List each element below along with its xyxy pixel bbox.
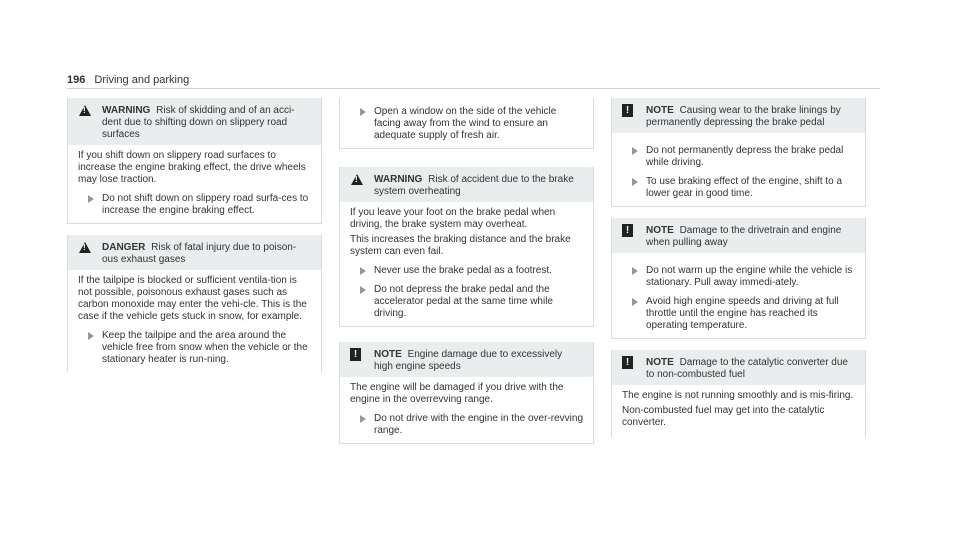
step-arrow-icon: [360, 415, 366, 423]
step-arrow-icon: [632, 147, 638, 155]
signal-word: NOTE: [646, 357, 674, 368]
danger-exhaust-box: [67, 235, 322, 372]
step-text: Do not drive with the engine in the over-revving range.: [374, 413, 584, 436]
step-text: To use braking effect of the engine, shift to a lower gear in good time.: [646, 176, 843, 199]
step-text: Do not shift down on slippery road surfa-ces to increase the engine braking effect.: [102, 193, 309, 216]
column-1: [67, 98, 322, 383]
note-header: [612, 98, 865, 133]
warning-triangle-icon: [79, 242, 91, 253]
note-exclamation-icon: !: [622, 104, 633, 117]
note-headline: Engine damage due to excessively high engine speeds: [374, 349, 563, 372]
warning-headline: Risk of skidding and of an acci-dent due to shifting down on slippery road surfaces: [102, 105, 295, 140]
note-engine-box: [339, 342, 594, 444]
column-3: [611, 98, 866, 448]
signal-word: WARNING: [102, 105, 151, 116]
instruction-step: [78, 193, 311, 217]
instruction-step: [78, 330, 311, 366]
step-text: Do not depress the brake pedal and the accelerator pedal at the same time while driving.: [374, 284, 553, 319]
step-arrow-icon: [632, 298, 638, 306]
note-exclamation-icon: !: [622, 224, 633, 237]
step-arrow-icon: [88, 195, 94, 203]
instruction-step: [350, 106, 583, 142]
warning-body: If you shift down on slippery road surfaces to increase the engine braking effect, the drive wheels may lose traction.: [78, 150, 306, 185]
signal-word: DANGER: [102, 242, 146, 253]
danger-headline: Risk of fatal injury due to poison-ous exhaust gases: [102, 242, 297, 265]
note-exclamation-icon: !: [622, 356, 633, 369]
step-text: Do not permanently depress the brake pedal while driving.: [646, 145, 844, 168]
header-divider: [67, 88, 880, 89]
step-text: Avoid high engine speeds and driving at full throttle until the engine has reached its operating temperature.: [646, 296, 839, 331]
continued-step-box: [339, 98, 594, 149]
step-text: Open a window on the side of the vehicle facing away from the wind to ensure an adequate supply of fresh air.: [374, 106, 557, 141]
warning-triangle-icon: [351, 174, 363, 185]
note-body: Non-combusted fuel may get into the catalytic converter.: [622, 405, 825, 428]
warning-skidding-box: [67, 98, 322, 224]
instruction-step: [622, 145, 855, 169]
danger-header: [68, 235, 321, 270]
note-headline: Damage to the drivetrain and engine when pulling away: [646, 225, 842, 248]
warning-body: This increases the braking distance and the brake system can even fail.: [350, 234, 571, 257]
warning-header: [68, 98, 321, 145]
step-text: Keep the tailpipe and the area around the vehicle free from snow when the vehicle or the stationary heater is run-ning.: [102, 330, 308, 365]
instruction-step: [350, 284, 583, 320]
step-arrow-icon: [360, 108, 366, 116]
note-header: [612, 350, 865, 385]
signal-word: NOTE: [374, 349, 402, 360]
step-arrow-icon: [632, 178, 638, 186]
step-arrow-icon: [88, 332, 94, 340]
page-header: [67, 74, 189, 86]
danger-body: If the tailpipe is blocked or sufficient ventila-tion is not possible, poisonous exhaust gases such as carbon monoxide may enter the vehi-cle. This is the case if the vehicle gets stuck in snow, for example.: [78, 275, 307, 322]
section-title: Driving and parking: [94, 74, 190, 86]
note-header: [340, 342, 593, 377]
note-catalytic-box: [611, 350, 866, 437]
instruction-step: [350, 413, 583, 437]
note-header: [612, 218, 865, 253]
note-exclamation-icon: !: [350, 348, 361, 361]
signal-word: NOTE: [646, 225, 674, 236]
note-body: The engine is not running smoothly and is mis-firing.: [622, 390, 854, 401]
step-arrow-icon: [632, 267, 638, 275]
instruction-step: [622, 265, 855, 289]
instruction-step: [622, 296, 855, 332]
warning-header: [340, 167, 593, 202]
step-arrow-icon: [360, 267, 366, 275]
signal-word: NOTE: [646, 105, 674, 116]
step-arrow-icon: [360, 286, 366, 294]
note-body: The engine will be damaged if you drive with the engine in the overrevving range.: [350, 382, 564, 405]
note-headline: Damage to the catalytic converter due to non-combusted fuel: [646, 357, 848, 380]
page-number: 196: [67, 74, 86, 86]
step-text: Do not warm up the engine while the vehicle is stationary. Pull away immedi-ately.: [646, 265, 853, 288]
signal-word: WARNING: [374, 174, 423, 185]
warning-body: If you leave your foot on the brake pedal when driving, the brake system may overheat.: [350, 207, 556, 230]
instruction-step: [350, 265, 583, 277]
warning-headline: Risk of accident due to the brake system overheating: [374, 174, 574, 197]
note-drivetrain-box: [611, 218, 866, 339]
note-headline: Causing wear to the brake linings by permanently depressing the brake pedal: [646, 105, 841, 128]
warning-brake-box: [339, 167, 594, 327]
warning-triangle-icon: [79, 105, 91, 116]
column-2: [339, 98, 594, 455]
step-text: Never use the brake pedal as a footrest.: [374, 265, 552, 276]
instruction-step: [622, 176, 855, 200]
note-brake-linings-box: [611, 98, 866, 207]
